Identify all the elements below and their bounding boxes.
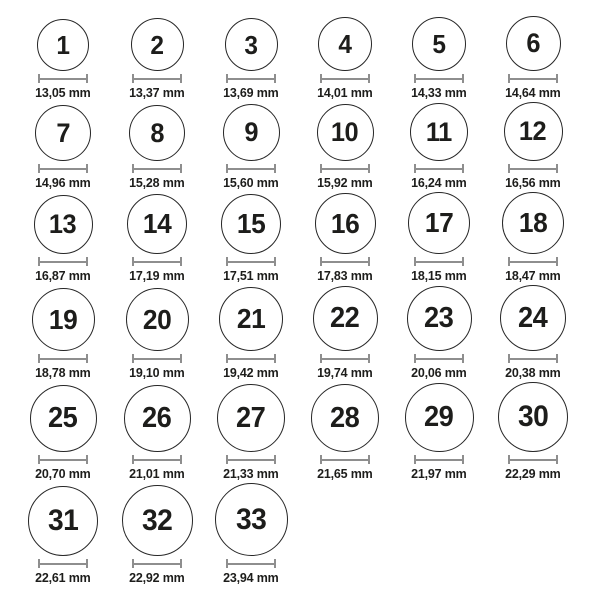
measure-tick-right	[180, 257, 182, 266]
diameter-label: 17,19 mm	[129, 268, 185, 283]
ring-row	[16, 16, 600, 100]
ring-circle	[34, 195, 93, 254]
diameter-label: 18,47 mm	[505, 268, 561, 283]
diameter-measure-line	[132, 354, 182, 363]
ring-size-number: 33	[235, 502, 267, 536]
ring-size-cell	[110, 288, 204, 380]
ring-size-number: 16	[330, 207, 360, 239]
ring-size-number: 31	[47, 504, 79, 537]
diameter-measure-line	[132, 559, 182, 568]
diameter-label: 17,83 mm	[317, 268, 373, 283]
ring-size-number: 13	[49, 209, 77, 239]
diameter-label: 22,29 mm	[505, 466, 561, 481]
measure-tick-left	[132, 74, 134, 83]
ring-size-cell	[486, 382, 580, 481]
ring-circle	[410, 103, 468, 161]
measure-tick-right	[86, 455, 88, 464]
measure-tick-left	[508, 164, 510, 173]
measure-tick-left	[414, 74, 416, 83]
ring-size-number: 6	[526, 28, 540, 58]
diameter-measure-line	[320, 164, 370, 173]
measure-tick-right	[274, 74, 276, 83]
diameter-measure-line	[508, 354, 558, 363]
diameter-measure-line	[132, 257, 182, 266]
diameter-label: 21,65 mm	[317, 466, 373, 481]
ring-row	[16, 483, 600, 585]
measure-tick-left	[38, 164, 40, 173]
diameter-measure-line	[226, 559, 276, 568]
ring-size-cell	[16, 486, 110, 585]
ring-size-cell	[204, 194, 298, 283]
diameter-measure-line	[414, 164, 464, 173]
measure-tick-left	[320, 74, 322, 83]
ring-size-number: 20	[142, 303, 172, 335]
ring-circle	[37, 19, 89, 71]
measure-tick-left	[38, 354, 40, 363]
diameter-label: 21,01 mm	[129, 466, 185, 481]
diameter-label: 14,96 mm	[35, 175, 91, 190]
measure-tick-right	[274, 257, 276, 266]
diameter-label: 16,56 mm	[505, 175, 561, 190]
ring-circle	[219, 287, 283, 351]
measure-tick-right	[274, 354, 276, 363]
ring-size-number: 18	[518, 207, 548, 238]
measure-tick-right	[180, 74, 182, 83]
ring-size-cell	[110, 18, 204, 100]
ring-size-number: 11	[426, 116, 452, 147]
ring-size-number: 3	[244, 29, 258, 60]
measure-tick-left	[414, 257, 416, 266]
measure-tick-right	[86, 74, 88, 83]
ring-circle	[315, 193, 376, 254]
ring-circle	[215, 483, 288, 556]
diameter-measure-line	[320, 455, 370, 464]
diameter-measure-line	[414, 354, 464, 363]
measure-tick-right	[180, 455, 182, 464]
ring-circle	[502, 192, 564, 254]
diameter-measure-line	[226, 74, 276, 83]
measure-tick-right	[86, 257, 88, 266]
diameter-measure-line	[508, 257, 558, 266]
diameter-label: 18,78 mm	[35, 365, 91, 380]
measure-tick-left	[132, 164, 134, 173]
diameter-label: 20,38 mm	[505, 365, 561, 380]
measure-tick-right	[180, 164, 182, 173]
measure-tick-right	[368, 455, 370, 464]
measure-tick-right	[556, 354, 558, 363]
diameter-measure-line	[38, 257, 88, 266]
ring-size-cell	[486, 16, 580, 100]
ring-size-cell	[110, 385, 204, 481]
diameter-measure-line	[132, 455, 182, 464]
measure-tick-left	[226, 74, 228, 83]
ring-circle	[225, 18, 278, 71]
measure-tick-right	[180, 559, 182, 568]
measure-tick-left	[132, 257, 134, 266]
ring-size-number: 19	[48, 303, 78, 335]
diameter-label: 19,42 mm	[223, 365, 279, 380]
measure-tick-right	[462, 164, 464, 173]
ring-size-cell	[110, 194, 204, 283]
ring-size-cell	[298, 17, 392, 100]
measure-tick-left	[508, 74, 510, 83]
ring-size-cell	[486, 285, 580, 380]
ring-circle	[35, 105, 91, 161]
diameter-label: 16,87 mm	[35, 268, 91, 283]
ring-size-cell	[392, 103, 486, 190]
ring-size-number: 17	[424, 207, 454, 238]
ring-size-number: 14	[142, 208, 172, 239]
diameter-measure-line	[320, 74, 370, 83]
ring-circle	[124, 385, 191, 452]
diameter-label: 14,01 mm	[317, 85, 373, 100]
diameter-measure-line	[38, 559, 88, 568]
measure-tick-left	[38, 455, 40, 464]
ring-circle	[500, 285, 566, 351]
ring-size-cell	[204, 287, 298, 380]
measure-tick-right	[86, 559, 88, 568]
ring-size-cell	[392, 17, 486, 100]
diameter-label: 19,10 mm	[129, 365, 185, 380]
ring-circle	[504, 102, 563, 161]
diameter-label: 15,28 mm	[129, 175, 185, 190]
ring-size-cell	[298, 286, 392, 380]
diameter-measure-line	[414, 257, 464, 266]
ring-size-cell	[298, 104, 392, 190]
measure-tick-right	[556, 164, 558, 173]
diameter-measure-line	[320, 257, 370, 266]
ring-size-cell	[204, 104, 298, 190]
diameter-label: 21,33 mm	[223, 466, 279, 481]
measure-tick-left	[414, 354, 416, 363]
measure-tick-left	[414, 164, 416, 173]
ring-circle	[506, 16, 561, 71]
measure-tick-left	[38, 257, 40, 266]
measure-tick-left	[508, 354, 510, 363]
ring-circle	[32, 288, 95, 351]
measure-tick-right	[180, 354, 182, 363]
ring-size-number: 24	[518, 301, 548, 334]
ring-circle	[407, 286, 472, 351]
ring-circle	[408, 192, 470, 254]
measure-tick-left	[38, 74, 40, 83]
measure-tick-left	[132, 455, 134, 464]
measure-tick-left	[226, 559, 228, 568]
diameter-measure-line	[508, 164, 558, 173]
ring-circle	[122, 485, 193, 556]
ring-circle	[405, 383, 474, 452]
measure-tick-left	[320, 164, 322, 173]
measure-tick-right	[274, 559, 276, 568]
measure-tick-left	[320, 354, 322, 363]
ring-row	[16, 382, 600, 481]
diameter-label: 22,92 mm	[129, 570, 185, 585]
diameter-measure-line	[226, 455, 276, 464]
ring-size-cell	[16, 195, 110, 283]
ring-circle	[131, 18, 184, 71]
ring-size-number: 8	[150, 117, 164, 148]
measure-tick-left	[508, 455, 510, 464]
measure-tick-right	[556, 74, 558, 83]
measure-tick-right	[368, 164, 370, 173]
ring-size-number: 27	[236, 401, 266, 434]
diameter-label: 13,69 mm	[223, 85, 279, 100]
ring-size-number: 4	[338, 29, 352, 59]
ring-circle	[217, 384, 285, 452]
diameter-label: 13,37 mm	[129, 85, 185, 100]
measure-tick-right	[556, 455, 558, 464]
ring-size-number: 26	[142, 402, 172, 434]
measure-tick-left	[414, 455, 416, 464]
ring-size-number: 12	[519, 116, 547, 146]
measure-tick-right	[462, 74, 464, 83]
ring-size-number: 28	[330, 401, 360, 434]
diameter-label: 15,92 mm	[317, 175, 373, 190]
ring-size-cell	[486, 102, 580, 190]
measure-tick-left	[226, 354, 228, 363]
ring-size-cell	[110, 485, 204, 585]
ring-size-number: 15	[236, 208, 266, 239]
measure-tick-right	[274, 164, 276, 173]
ring-size-cell	[298, 384, 392, 481]
diameter-label: 17,51 mm	[223, 268, 279, 283]
diameter-measure-line	[508, 74, 558, 83]
diameter-measure-line	[38, 354, 88, 363]
ring-size-cell	[392, 286, 486, 380]
ring-size-cell	[486, 192, 580, 283]
ring-size-number: 5	[432, 29, 446, 59]
diameter-measure-line	[320, 354, 370, 363]
ring-circle	[318, 17, 372, 71]
diameter-label: 21,97 mm	[411, 466, 467, 481]
diameter-measure-line	[226, 164, 276, 173]
ring-circle	[498, 382, 568, 452]
diameter-label: 14,64 mm	[505, 85, 561, 100]
ring-row	[16, 285, 600, 380]
ring-size-number: 9	[244, 117, 258, 147]
ring-circle	[28, 486, 98, 556]
ring-row	[16, 102, 600, 190]
diameter-label: 14,33 mm	[411, 85, 467, 100]
diameter-measure-line	[226, 257, 276, 266]
measure-tick-left	[132, 354, 134, 363]
ring-circle	[313, 286, 378, 351]
diameter-label: 19,74 mm	[317, 365, 373, 380]
ring-circle	[129, 105, 185, 161]
ring-circle	[127, 194, 187, 254]
measure-tick-left	[320, 455, 322, 464]
ring-circle	[317, 104, 374, 161]
measure-tick-left	[38, 559, 40, 568]
measure-tick-right	[556, 257, 558, 266]
ring-size-cell	[110, 105, 204, 190]
diameter-measure-line	[508, 455, 558, 464]
diameter-measure-line	[38, 164, 88, 173]
measure-tick-right	[368, 74, 370, 83]
measure-tick-right	[86, 354, 88, 363]
diameter-measure-line	[414, 455, 464, 464]
measure-tick-right	[368, 354, 370, 363]
diameter-label: 18,15 mm	[411, 268, 467, 283]
ring-size-number: 25	[48, 402, 78, 434]
diameter-label: 16,24 mm	[411, 175, 467, 190]
ring-row	[16, 192, 600, 283]
measure-tick-right	[462, 354, 464, 363]
measure-tick-left	[226, 164, 228, 173]
ring-size-number: 22	[330, 302, 360, 334]
ring-circle	[223, 104, 280, 161]
diameter-measure-line	[132, 164, 182, 173]
ring-size-cell	[204, 18, 298, 100]
diameter-label: 13,05 mm	[35, 85, 91, 100]
ring-size-cell	[298, 193, 392, 283]
ring-size-cell	[16, 385, 110, 481]
measure-tick-left	[132, 559, 134, 568]
measure-tick-left	[226, 257, 228, 266]
ring-size-number: 2	[150, 29, 164, 60]
ring-size-number: 32	[141, 503, 173, 537]
ring-circle	[311, 384, 379, 452]
diameter-measure-line	[226, 354, 276, 363]
ring-circle	[126, 288, 189, 351]
measure-tick-left	[226, 455, 228, 464]
diameter-label: 20,06 mm	[411, 365, 467, 380]
diameter-measure-line	[414, 74, 464, 83]
measure-tick-right	[86, 164, 88, 173]
diameter-label: 20,70 mm	[35, 466, 91, 481]
ring-size-cell	[392, 383, 486, 481]
ring-size-cell	[204, 483, 298, 585]
ring-size-grid	[16, 16, 600, 585]
measure-tick-right	[274, 455, 276, 464]
ring-size-number: 1	[56, 30, 70, 60]
ring-size-number: 7	[56, 117, 70, 148]
measure-tick-left	[508, 257, 510, 266]
ring-size-cell	[204, 384, 298, 481]
ring-size-cell	[16, 105, 110, 190]
ring-size-cell	[16, 19, 110, 100]
ring-size-number: 30	[517, 400, 549, 433]
diameter-measure-line	[38, 455, 88, 464]
ring-circle	[30, 385, 97, 452]
measure-tick-right	[462, 455, 464, 464]
ring-size-number: 21	[236, 303, 266, 334]
ring-circle	[412, 17, 466, 71]
ring-size-number: 10	[331, 117, 359, 147]
ring-size-number: 23	[424, 302, 454, 334]
ring-size-cell	[16, 288, 110, 380]
diameter-measure-line	[132, 74, 182, 83]
ring-circle	[221, 194, 281, 254]
diameter-label: 23,94 mm	[223, 570, 279, 585]
ring-size-cell	[392, 192, 486, 283]
ring-size-number: 29	[424, 401, 454, 433]
diameter-label: 22,61 mm	[35, 570, 91, 585]
measure-tick-right	[462, 257, 464, 266]
measure-tick-left	[320, 257, 322, 266]
measure-tick-right	[368, 257, 370, 266]
diameter-measure-line	[38, 74, 88, 83]
diameter-label: 15,60 mm	[223, 175, 279, 190]
